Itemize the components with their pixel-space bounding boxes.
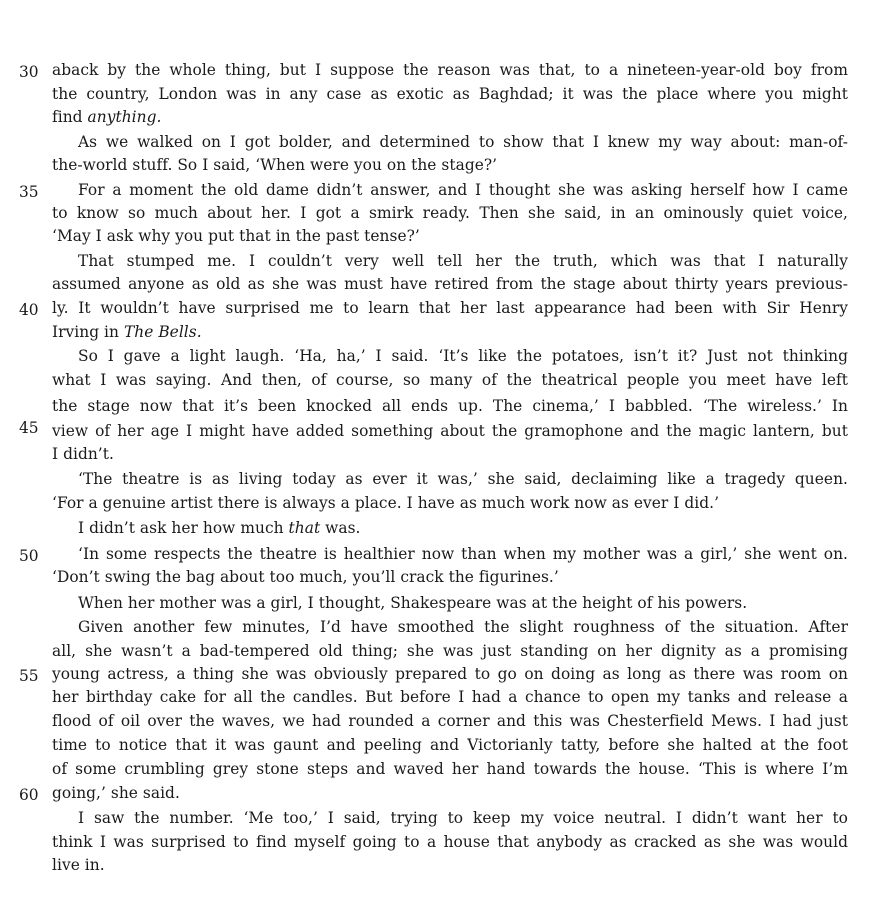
italic-word: that — [288, 519, 321, 537]
text-line: assumed anyone as old as she was must have retired from the stage about thirty years previous- — [52, 275, 848, 293]
text-line: ‘In some respects the theatre is healthier now than when my mother was a girl,’ she went on. — [78, 545, 848, 563]
line-number: 45 — [19, 419, 39, 437]
text-line — [52, 107, 848, 127]
text-segment: find — [52, 108, 88, 126]
text-line: the-world stuff. So I said, ‘When were you on the stage?’ — [52, 156, 498, 174]
text-line: Given another few minutes, I’d have smoothed the slight roughness of the situation. After — [78, 618, 848, 636]
line-number: 40 — [19, 301, 39, 319]
text-segment: I didn’t ask her how much — [78, 519, 289, 537]
text-line: For a moment the old dame didn’t answer, and I thought she was asking herself how I came — [78, 181, 848, 199]
text-segment: was. — [320, 519, 361, 537]
line-number: 35 — [19, 183, 39, 201]
text-line: the country, London was in any case as exotic as Baghdad; it was the place where you might — [52, 85, 848, 103]
text-line: ‘Don’t swing the bag about too much, you’ll crack the figurines.’ — [52, 568, 559, 586]
text-line: That stumped me. I couldn’t very well tell her the truth, which was that I naturally — [78, 252, 848, 270]
text-line: ‘May I ask why you put that in the past tense?’ — [52, 227, 420, 245]
text-line: her birthday cake for all the candles. But before I had a chance to open my tanks and release a — [52, 688, 848, 706]
text-line: As we walked on I got bolder, and determined to show that I knew my way about: man-of- — [78, 133, 848, 151]
text-line: of some crumbling grey stone steps and waved her hand towards the house. ‘This is where I’m — [52, 760, 848, 778]
text-line: flood of oil over the waves, we had rounded a corner and this was Chesterfield Mews. I had just — [52, 712, 848, 730]
text-line: ‘For a genuine artist there is always a place. I have as much work now as ever I did.’ — [52, 494, 720, 512]
line-number: 30 — [19, 63, 39, 81]
text-line: aback by the whole thing, but I suppose the reason was that, to a nineteen-year-old boy from — [52, 61, 848, 79]
line-number: 60 — [19, 786, 39, 804]
line-number: 50 — [19, 547, 39, 565]
text-line: I didn’t. — [52, 445, 114, 463]
text-line: young actress, a thing she was obviously prepared to go on doing as long as there was room on — [52, 665, 848, 683]
text-line — [52, 322, 848, 342]
text-line: So I gave a light laugh. ‘Ha, ha,’ I said. ‘It’s like the potatoes, isn’t it? Just not thinking — [78, 347, 848, 365]
text-segment: Irving in — [52, 323, 124, 341]
text-line: what I was saying. And then, of course, so many of the theatrical people you meet have left — [52, 371, 848, 389]
text-line: the stage now that it’s been knocked all ends up. The cinema,’ I babbled. ‘The wireless.’ In — [52, 397, 848, 415]
text-line: going,’ she said. — [52, 784, 180, 802]
text-line: I saw the number. ‘Me too,’ I said, trying to keep my voice neutral. I didn’t want her to — [78, 809, 848, 827]
text-line: ly. It wouldn’t have surprised me to learn that her last appearance had been with Sir Henry — [52, 299, 848, 317]
text-line: ‘The theatre is as living today as ever it was,’ she said, declaiming like a tragedy queen. — [78, 470, 848, 488]
text-line: think I was surprised to find myself going to a house that anybody as cracked as she was would — [52, 833, 848, 851]
line-number: 55 — [19, 667, 39, 685]
text-line: time to notice that it was gaunt and peeling and Victorianly tatty, before she halted at the foot — [52, 736, 848, 754]
text-line: view of her age I might have added something about the gramophone and the magic lantern, but — [52, 422, 848, 440]
text-line — [78, 518, 848, 538]
text-line: live in. — [52, 856, 105, 874]
text-line: When her mother was a girl, I thought, Shakespeare was at the height of his powers. — [78, 594, 748, 612]
text-line: to know so much about her. I got a smirk ready. Then she said, in an ominously quiet voice, — [52, 204, 848, 222]
italic-title: The Bells. — [123, 323, 202, 341]
italic-word: anything. — [87, 108, 162, 126]
text-line: all, she wasn’t a bad-tempered old thing; she was just standing on her dignity as a promising — [52, 642, 848, 660]
